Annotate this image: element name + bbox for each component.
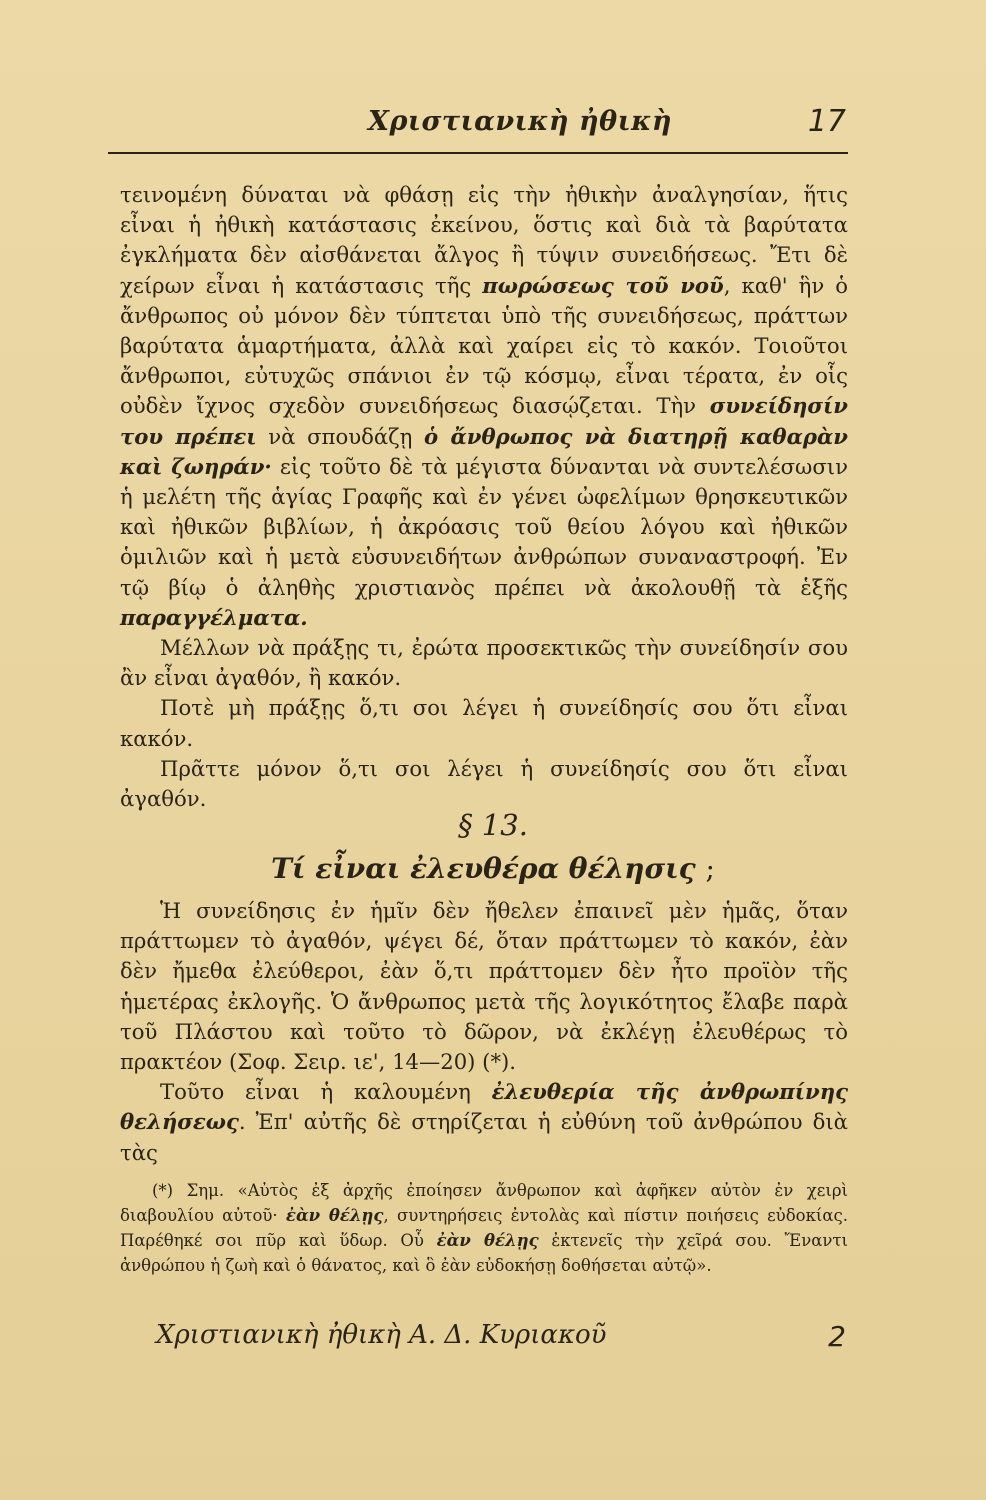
paragraph-conscience	[120, 180, 848, 633]
precept: Πρᾶττε μόνον ὅ,τι σοι λέγει ἡ συνείδησίς σου ὅτι εἶναι ἀγαθόν.	[120, 755, 848, 812]
main-text	[120, 180, 848, 814]
running-title: Χριστιανικὴ ἠθικὴ	[368, 106, 673, 137]
emphasis-run: συνείδησίν του πρέπει	[120, 393, 848, 449]
section-text	[120, 896, 848, 1168]
text-run: . Ἐπ' αὐτῆς δὲ στηρίζεται ἡ εὐθύνη τοῦ ἀνθρώπου διὰ τὰς	[120, 1109, 848, 1165]
text-run: εἰς τοῦτο δὲ τὰ μέγιστα δύνανται νὰ συντελέσωσιν ἡ μελέτη τῆς ἁγίας Γραφῆς καὶ ἐν γένει ὠφελίμων θρησκευτικῶν καὶ ἠθικῶν βιβλίων, ἡ ἀκρόασις τοῦ θείου λόγου καὶ ἠθικῶν ὁμιλιῶν καὶ ἡ μετὰ εὐσυνειδήτων ἀνθρώπων συναναστροφή. Ἐν τῷ βίῳ ὁ ἀληθὴς χριστιανὸς πρέπει νὰ ἀκολουθῇ τὰ ἑξῆς	[120, 453, 848, 600]
sheet-number: 2	[828, 1320, 846, 1353]
precept: Ποτὲ μὴ πράξῃς ὅ,τι σοι λέγει ἡ συνείδησίς σου ὅτι εἶναι κακόν.	[120, 695, 848, 751]
text-run: (*) Σημ. «Αὐτὸς ἐξ ἀρχῆς ἐποίησεν ἄνθρωπον καὶ ἀφῆκεν αὐτὸν ἐν χειρὶ διαβουλίου αὐτοῦ·	[120, 1181, 848, 1225]
page-header	[108, 106, 848, 154]
text-run: , καθ' ἣν ὁ ἄνθρωπος οὐ μόνον δὲν τύπτεται ὑπὸ τῆς συνειδήσεως, πράττων βαρύτατα ἁμαρτήματα, ἀλλὰ καὶ χαίρει εἰς τὸ κακόν. Τοιοῦτοι ἄνθρωποι, εὐτυχῶς σπάνιοι ἐν τῷ κόσμῳ, εἶναι τέρατα, ἐν οἷς οὐδὲν ἴχνος σχεδὸν συνειδήσεως διασῴζεται. Τὴν	[120, 272, 848, 419]
emphasis-run: παραγγέλματα.	[120, 604, 308, 630]
emphasis-run: ἐλευθερία τῆς ἀνθρωπίνης θελήσεως	[120, 1079, 848, 1135]
paragraph-free-will: Ἡ συνείδησις ἐν ἡμῖν δὲν ἤθελεν ἐπαινεῖ μὲν ἡμᾶς, ὅταν πράττωμεν τὸ ἀγαθόν, ψέγει δέ, ὅταν πράττωμεν τὸ κακόν, ἐὰν δὲν ἤμεθα ἐλεύθεροι, ἐὰν ὅ,τι πράττομεν δὲν ἦτο προϊὸν τῆς ἡμετέρας ἐκλογῆς. Ὁ ἄνθρωπος μετὰ τῆς λογικότητος ἔλαβε παρὰ τοῦ Πλάστου καὶ τοῦτο τὸ δῶρον, νὰ ἐκλέγῃ ἐλευθέρως τὸ πρακτέον (Σοφ. Σειρ. ιε', 14—20) (*).	[120, 898, 848, 1075]
paragraph-freedom	[120, 1077, 848, 1168]
text-run: ἐκτενεῖς τὴν χεῖρά σου. Ἔναντι ἀνθρώπου ἡ ζωὴ καὶ ὁ θάνατος, καὶ ὃ ἐὰν εὐδοκήσῃ δοθήσεται αὐτῷ».	[120, 1231, 849, 1275]
signature-text: Χριστιανικὴ ἠθικὴ Α. Δ. Κυριακοῦ	[156, 1320, 607, 1350]
section-title-punct: ;	[705, 852, 715, 885]
emphasis-run: ὁ ἄνθρωπος νὰ διατηρῇ καθαρὰν καὶ ζωηράν·	[120, 423, 848, 479]
emphasis-run: πωρώσεως τοῦ νοῦ	[482, 272, 724, 298]
emphasis-run: ἐὰν θέλῃς	[436, 1231, 539, 1250]
section-number: § 13.	[458, 808, 528, 842]
section-title-text: Τί εἶναι ἐλευθέρα θέλησις	[271, 852, 696, 885]
text-run: , συντηρήσεις ἐντολὰς καὶ πίστιν ποιήσεις εὐδοκίας. Παρέθηκέ σοι πῦρ καὶ ὕδωρ. Οὗ	[120, 1206, 848, 1250]
text-run: τεινομένη δύναται νὰ φθάσῃ εἰς τὴν ἠθικὴν ἀναλγησίαν, ἥτις εἶναι ἡ ἠθικὴ κατάστασις ἐκείνου, ὅστις καὶ διὰ τὰ βαρύτατα ἐγκλήματα δὲν αἰσθάνεται ἄλγος ἢ τύψιν συνειδήσεως. Ἔτι δὲ χείρων εἶναι ἡ κατάστασις τῆς	[120, 182, 848, 298]
text-run: Τοῦτο εἶναι ἡ καλουμένη	[160, 1079, 492, 1105]
footnote-text	[120, 1178, 848, 1278]
precept: Μέλλων νὰ πράξῃς τι, ἐρώτα προσεκτικῶς τὴν συνείδησίν σου ἂν εἶναι ἀγαθόν, ἢ κακόν.	[120, 635, 848, 691]
section-title	[0, 852, 986, 885]
page-number: 17	[807, 104, 846, 139]
printer-signature	[156, 1320, 846, 1360]
text-run: νὰ σπουδάζῃ	[256, 423, 425, 449]
emphasis-run: ἐὰν θέλῃς	[285, 1206, 384, 1225]
footnote	[120, 1178, 848, 1278]
